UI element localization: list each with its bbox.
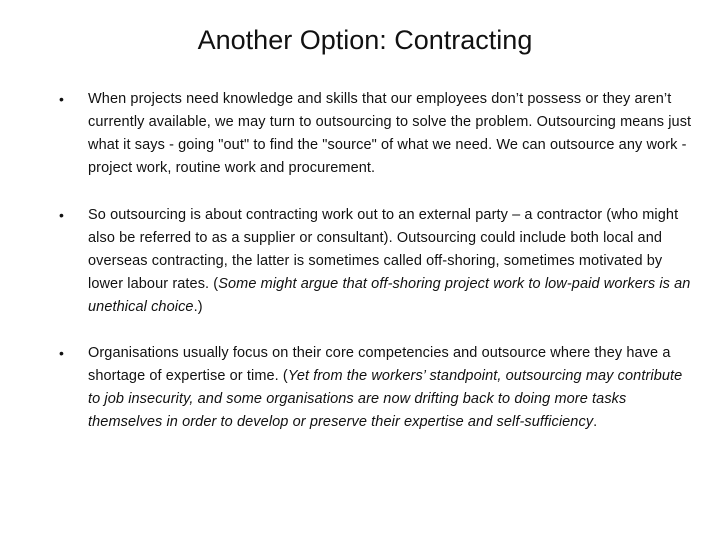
slide-title: Another Option: Contracting — [197, 25, 533, 55]
bullet-text — [88, 88, 698, 180]
bullet-text-italic: Some might argue that off-shoring project work to low-paid workers is an unethical choice — [88, 276, 691, 315]
bullet-text — [88, 204, 698, 319]
bullet-text-body: When projects need knowledge and skills that our employees don’t possess or they aren’t currently available, we may turn to outsourcing to solve the problem. Outsourcing means just what it says - going "out" to find the "source" of what we need. We can outsource any work - project work, routine work and procurement. — [88, 91, 692, 176]
bullet-marker: • — [59, 345, 64, 361]
bullet-text — [88, 342, 698, 434]
bullet-text-body: So outsourcing is about contracting work out to an external party – a contractor (who might also be referred to as a supplier or consultant). Outsourcing could include both local and overseas contracting, the latter is sometimes called off-shoring, sometimes motivated by lower labour rates. ( — [88, 207, 679, 292]
bullet-text-body: Organisations usually focus on their core competencies and outsource where they have a shortage of expertise or time. ( — [88, 345, 671, 384]
bullet-marker: • — [59, 207, 64, 223]
bullet-text-tail: . — [593, 414, 598, 430]
bullet-text-tail: .) — [193, 299, 203, 315]
bullet-text-italic: Yet from the workers’ standpoint, outsourcing may contribute to job insecurity, and some organisations are now drifting back to doing more tasks themselves in order to develop or preserve their expertise and self-sufficiency — [88, 368, 683, 430]
bullet-marker: • — [59, 91, 64, 107]
